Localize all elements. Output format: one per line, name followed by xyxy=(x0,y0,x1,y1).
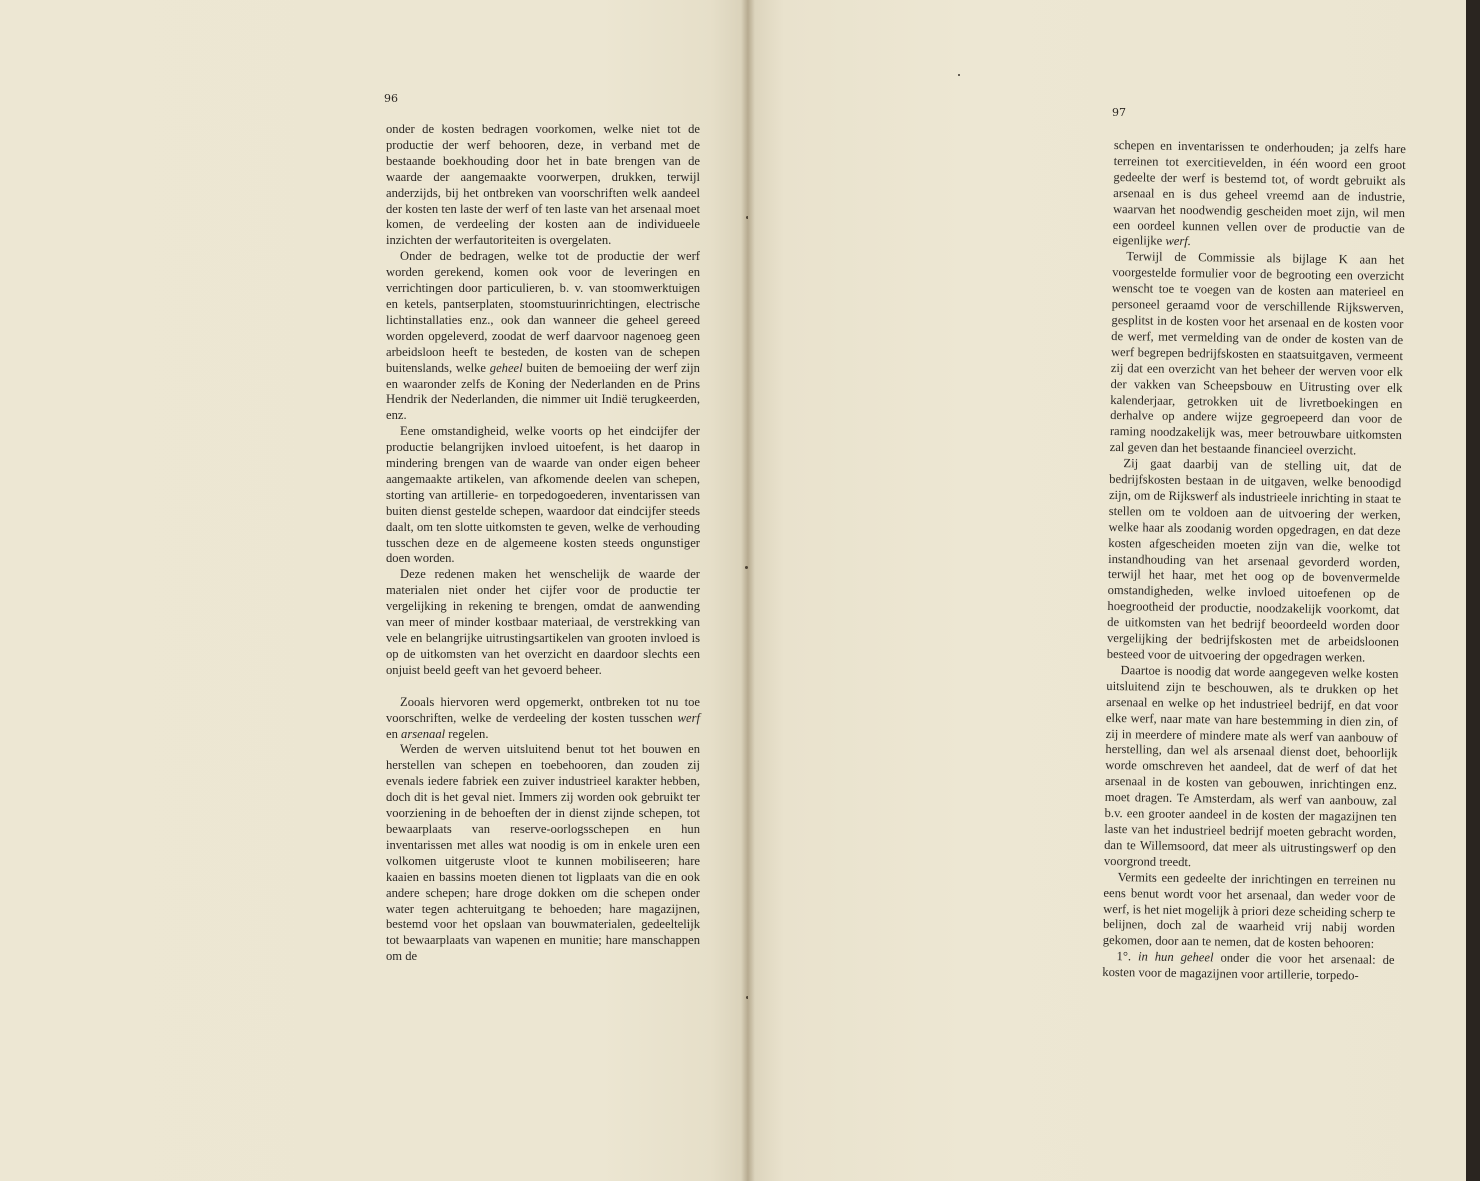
paragraph: schepen en inventarissen te onderhouden; ja zelfs hare terreinen tot exercitievelden, in één woord een groot gedeelte der werf is bestemd tot, of wordt gebruikt als arsenaal en is dus geheel vreemd aan de industrie, waarvan het noodwendig gescheiden moet zijn, wil men een oordeel kunnen vellen over de productie van de eigenlijke werf. xyxy=(1112,138,1406,249)
paragraph: Eene omstandigheid, welke voorts op het eindcijfer der productie belangrijken invloed uitoefent, is het daarop in mindering brengen van de waarde van onder eigen beheer aangemaakte artikelen, van afkomende deelen van schepen, storting van artillerie- en torpedogoederen, inventarissen van buiten dienst gestelde schepen, waardoor dat eindcijfer steeds daalt, om ten slotte uitkomsten te geven, welke de verhouding tusschen deze en de algemeene kosten steeds ongunstiger doen worden. xyxy=(386,424,700,566)
paragraph: Zij gaat daarbij van de stelling uit, dat de bedrijfskosten bestaan in de uitgaven, welke benoodigd zijn, om de Rijkswerf als industrieele inrichting in staat te stellen om te voldoen aan de uitvoering der werken, welke haar als zoodanig worden opgedragen, en dat deze kosten afgescheiden moeten zijn van die, welke tot instandhouding van het arsenaal gevorderd worden, terwijl het haar, met het oog op de bovenvermelde omstandigheden, welke invloed uitoefenen op de hoegrootheid der productie, noodzakelijk voorkomt, dat de uitkomsten van het bedrijf beoordeeld worden door vergelijking der bedrijfskosten met de arbeidsloonen besteed voor de uitvoering der opgedragen werken. xyxy=(1106,456,1402,665)
page-number-right: 97 xyxy=(1112,106,1126,119)
paragraph: Deze redenen maken het wenschelijk de waarde der materialen niet onder het cijfer voor de productie ter vergelijking in rekening te brengen, omdat de aanwending van meer of minder kostbaar materiaal, de verstrekking van vele en belangrijke uitrustingsartikelen van grooten invloed is op de uitkomsten van het overzicht en daardoor slechts een onjuist beeld geeft van het gevoerd beheer. xyxy=(386,567,700,677)
book-gutter xyxy=(741,0,755,1181)
paragraph: Onder de bedragen, welke tot de productie der werf worden gerekend, komen ook voor de leveringen en verrichtingen door particulieren, b. v. van stoomwerktuigen en ketels, pantserplaten, stoomstuurinrichtingen, electrische lichtinstallaties enz., ook dan wanneer die geheel gereed worden opgeleverd, zoodat de werf daarvoor nagenoeg geen arbeidsloon heeft te besteden, de kosten van de schepen buitenslands, welke geheel buiten de bemoeiing der werf zijn en waaronder zelfs de Koning der Nederlanden en de Prins Hendrik der Nederlanden, die nimmer uit Indië terugkeerden, enz. xyxy=(386,249,700,423)
paragraph: Werden de werven uitsluitend benut tot het bouwen en herstellen van schepen en toebehooren, dan zouden zij evenals iedere fabriek een zuiver industrieel karakter hebben, doch dit is het geval niet. Immers zij worden ook gebruikt ter voorziening in de behoeften der in dienst zijnde schepen, tot bewaarplaats van reserve-oorlogsschepen en hun inventarissen met alles wat noodig is om in enkele uren een volkomen uitgeruste vloot te kunnen mobiliseeren; hare kaaien en bassins moeten dienen tot ligplaats van die en ook andere schepen; hare droge dokken om die schepen onder water tegen achteruitgang te behoeden; hare magazijnen, bestemd voor het opslaan van bouwmaterialen, gedeeltelijk tot bewaarplaats van wapenen en munitie; hare manschappen om de xyxy=(386,742,700,964)
right-page-text xyxy=(1102,138,1406,985)
ink-speck xyxy=(958,74,960,76)
page-number-left: 96 xyxy=(384,92,398,105)
paragraph: Vermits een gedeelte der inrichtingen en terreinen nu eens benut wordt voor het arsenaal, dan weder voor de werf, is het niet mogelijk à priori deze scheiding scherp te belijnen, doch zal de waarheid vrij nabij worden gekomen, door aan te nemen, dat de kosten behooren: xyxy=(1102,869,1396,952)
left-page-text xyxy=(386,122,700,965)
paragraph: Zooals hiervoren werd opgemerkt, ontbreken tot nu toe voorschriften, welke de verdeeling der kosten tusschen werf en arsenaal regelen. xyxy=(386,694,700,741)
paragraph: 1°. in hun geheel onder die voor het arsenaal: de kosten voor de magazijnen voor artillerie, torpedo- xyxy=(1102,949,1395,983)
paragraph: Terwijl de Commissie als bijlage K aan het voorgestelde formulier voor de begrooting een overzicht wenscht toe te voegen van de kosten aan materieel en personeel geraamd voor de verschillende Rijkswerven, gesplitst in de kosten voor het arsenaal en de kosten voor de werf, met vermelding van de onder de kosten van de werf begrepen bedrijfskosten en staatsuitgaven, vermeent zij dat een overzicht van het beheer der werven voor elk der vakken van Scheepsbouw en Uitrusting over elk kalenderjaar, getrokken uit de livretboekingen en derhalve op andere wijze gegroepeerd dan voor de raming noodzakelijk was, meer betrouwbare uitkomsten zal geven dan het bestaande financieel overzicht. xyxy=(1109,249,1405,458)
paragraph: Daartoe is noodig dat worde aangegeven welke kosten uitsluitend zijn te beschouwen, als te drukken op het arsenaal en welke op het industrieel bedrijf, en dat voor elke werf, naar mate van hare bestemming in dien zin, of zij in meerdere of mindere mate als werf van aanbouw of herstelling, dan wel als arsenaal dienst doet, behoorlijk worde omschreven het aandeel, dat de werf of dat het arsenaal in de kosten van gebouwen, inrichtingen enz. moet dragen. Te Amsterdam, als werf van aanbouw, zal b.v. een grooter aandeel in de kosten der magazijnen ten laste van het industrieel bedrijf moeten gebracht worden, dan te Willemsoord, dat meer als uitrustingswerf op den voorgrond treedt. xyxy=(1103,663,1399,869)
paragraph: onder de kosten bedragen voorkomen, welke niet tot de productie der werf behooren, deze, in verband met de bestaande boekhouding door het in bate brengen van de waarde der aangemaakte voorwerpen, drukken, terwijl anderzijds, bij het ontbreken van voorschriften welk aandeel der kosten ten laste der werf of ten laste van het arsenaal moet komen, de verdeeling der kosten aan de individueele inzichten der werfautoriteiten is overgelaten. xyxy=(386,122,700,248)
page-edge xyxy=(1466,0,1480,1181)
